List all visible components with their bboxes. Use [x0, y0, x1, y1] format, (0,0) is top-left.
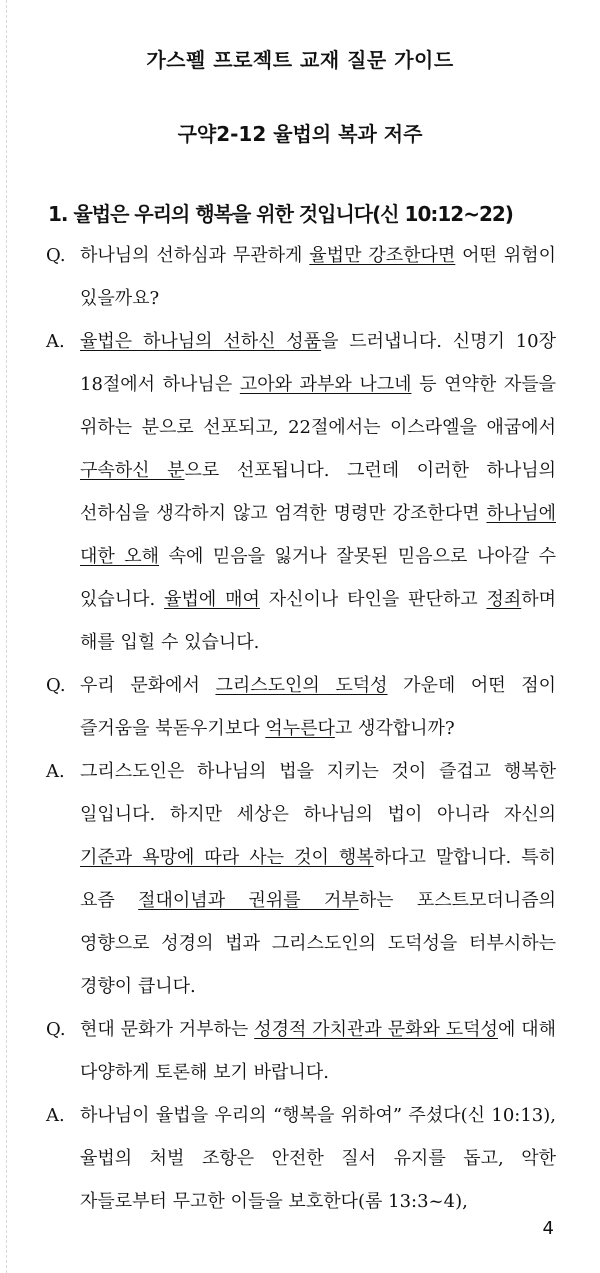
- text-segment: 하나님의 선하심과 무관하게: [80, 245, 310, 266]
- question-label: Q.: [46, 675, 66, 696]
- text-segment: 을 드러냅니다. 신명기 10장 18절에서 하나님은: [80, 331, 556, 395]
- underlined-phrase: 절대이념과 권위를 거부: [138, 890, 359, 911]
- underlined-phrase: 그리스도인의 도덕성: [215, 675, 388, 696]
- text-segment: 고 생각합니까?: [334, 718, 455, 739]
- text-segment: 에 대해 다양하게 토론해 보기 바랍니다.: [80, 1019, 556, 1083]
- answer-text: [80, 761, 556, 997]
- question-text: [80, 245, 556, 309]
- underlined-phrase: 율법에 매여: [164, 589, 260, 610]
- qa-list: [46, 234, 556, 1223]
- underlined-phrase: 율법만 강조한다면: [309, 245, 456, 266]
- answer-label: A.: [46, 1105, 65, 1126]
- answer-text: [80, 331, 556, 653]
- page-edge-divider: [6, 0, 7, 1273]
- underlined-phrase: 성경적 가치관과 문화와 도덕성: [254, 1019, 498, 1040]
- text-segment: 우리 문화에서: [80, 675, 216, 696]
- question-item: [46, 234, 556, 320]
- text-segment: 그리스도인은 하나님의 법을 지키는 것이 즐겁고 행복한 일입니다. 하지만 세상은 하나님의 법이 아니라 자신의: [80, 761, 556, 825]
- underlined-phrase: 구속하신 분: [80, 460, 185, 481]
- text-segment: 하며 해를 입힐 수 있습니다.: [80, 589, 556, 653]
- underlined-phrase: 율법은 하나님의 선하신 성품: [80, 331, 322, 352]
- question-item: [46, 1008, 556, 1094]
- section-heading: 1. 율법은 우리의 행복을 위한 것입니다(신 10:12~22): [48, 202, 513, 226]
- answer-item: [46, 750, 556, 1008]
- text-segment: 하다고 말합니다. 특히 요즘: [80, 847, 556, 911]
- page-number: 4: [542, 1218, 554, 1239]
- text-segment: 어떤 위험이 있을까요?: [80, 245, 556, 309]
- underlined-phrase: 억누른다: [265, 718, 335, 739]
- text-segment: 자신이나 타인을 판단하고: [259, 589, 487, 610]
- answer-label: A.: [46, 331, 65, 352]
- text-segment: 하나님이 율법을 우리의 “행복을 위하여” 주셨다(신 10:13), 율법의 처벌 조항은 안전한 질서 유지를 돕고, 악한 자들로부터 무고한 이들을 보호한다(롬 13:3~4),: [80, 1105, 556, 1212]
- answer-text: [80, 1105, 556, 1212]
- text-segment: 등 연약한 자들을 위하는 분으로 선포되고, 22절에서는 이스라엘을 애굽에서: [80, 374, 556, 438]
- text-segment: 하는 포스트모더니즘의 영향으로 성경의 법과 그리스도인의 도덕성을 터부시하는 경향이 큽니다.: [80, 890, 556, 997]
- answer-label: A.: [46, 761, 65, 782]
- question-item: [46, 664, 556, 750]
- question-text: [80, 675, 556, 739]
- document-title: 가스펠 프로젝트 교재 질문 가이드: [146, 48, 454, 72]
- answer-item: [46, 1094, 556, 1223]
- answer-item: [46, 320, 556, 664]
- underlined-phrase: 정죄: [486, 589, 522, 610]
- question-label: Q.: [46, 1019, 66, 1040]
- question-label: Q.: [46, 245, 66, 266]
- text-segment: 현대 문화가 거부하는: [80, 1019, 255, 1040]
- text-segment: 으로 선포됩니다. 그런데 이러한 하나님의 선하심을 생각하지 않고 엄격한 명령만 강조한다면: [80, 460, 557, 524]
- underlined-phrase: 기준과 욕망에 따라 사는 것이 행복: [80, 847, 374, 868]
- question-text: [80, 1019, 556, 1083]
- underlined-phrase: 고아와 과부와 나그네: [239, 374, 412, 395]
- text-segment: 가운데 어떤 점이 즐거움을 북돋우기보다: [80, 675, 556, 739]
- lesson-title: 구약2-12 율법의 복과 저주: [177, 122, 423, 146]
- underlined-phrase: 하나님에 대한 오해: [80, 503, 556, 567]
- text-segment: 속에 믿음을 잃거나 잘못된 믿음으로 나아갈 수 있습니다.: [80, 546, 556, 610]
